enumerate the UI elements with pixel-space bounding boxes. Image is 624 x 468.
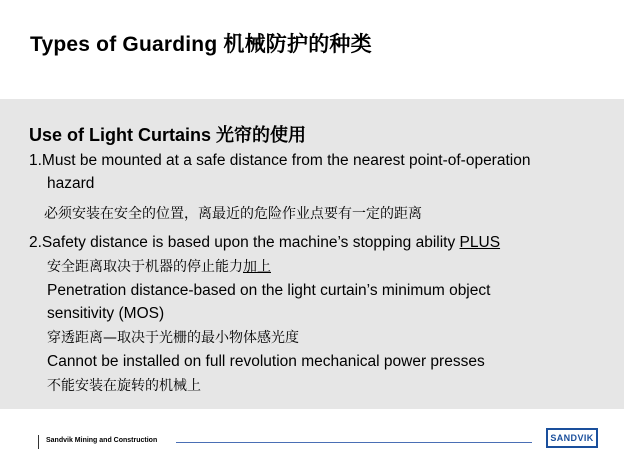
item-2-english-line-1 (29, 233, 500, 253)
footer-divider-tick (38, 435, 39, 449)
footer-company: Sandvik Mining and Construction (46, 437, 158, 444)
slide-title: Types of Guarding 机械防护的种类 (30, 33, 372, 56)
penetration-line-1: Penetration distance-based on the light curtain’s minimum object (47, 282, 491, 299)
item-2-english-text: 2.Safety distance is based upon the machine’s stopping ability (29, 234, 460, 251)
installation-note-chinese: 不能安装在旋转的机械上 (47, 378, 201, 394)
sandvik-logo (546, 428, 598, 448)
item-1-chinese: 必须安装在安全的位置，离最近的危险作业点要有一定的距离 (44, 206, 422, 222)
logo-text: SANDVIK (550, 432, 594, 443)
item-1-english-line-2: hazard (47, 175, 95, 192)
footer-rule (176, 442, 532, 443)
installation-note: Cannot be installed on full revolution mechanical power presses (47, 353, 485, 370)
penetration-line-2: sensitivity (MOS) (47, 305, 165, 322)
item-2-chinese (47, 257, 271, 277)
section-heading: Use of Light Curtains 光帘的使用 (29, 125, 307, 145)
plus-emphasis: PLUS (459, 234, 501, 251)
penetration-chinese: 穿透距离—取决于光栅的最小物体感光度 (47, 330, 299, 346)
item-2-chinese-text: 安全距离取决于机器的停止能力 (47, 259, 243, 275)
item-1-english-line-1: 1.Must be mounted at a safe distance from the nearest point-of-operation (29, 152, 531, 169)
plus-chinese-emphasis: 加上 (243, 259, 271, 275)
